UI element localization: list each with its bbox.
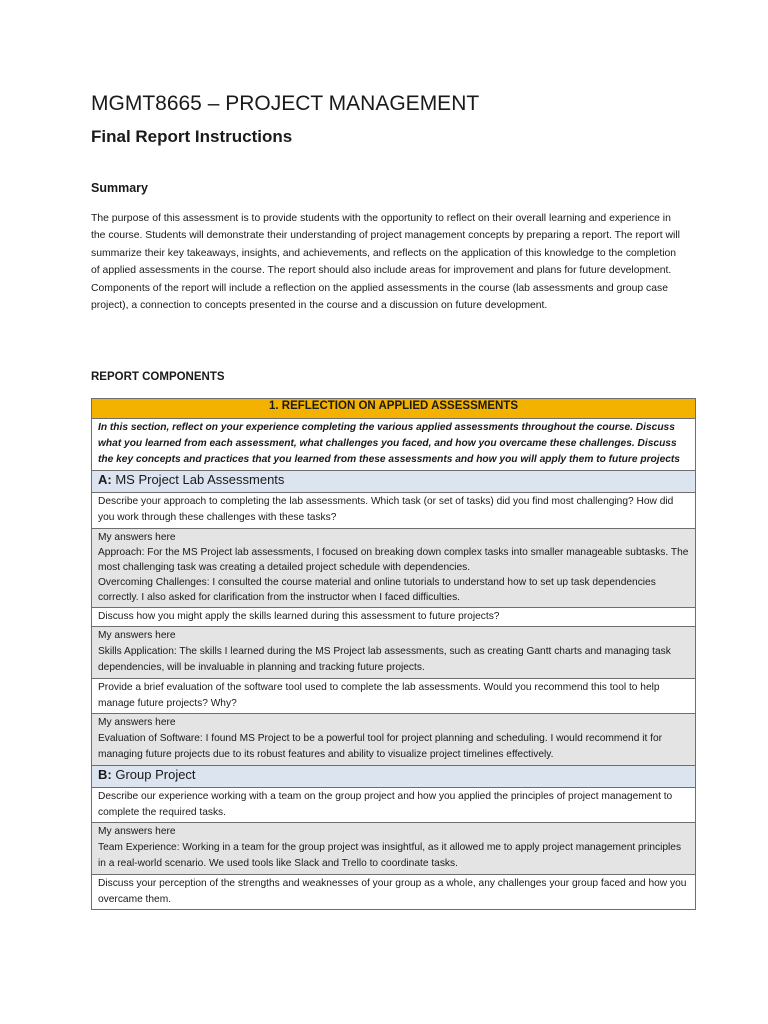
section1-title: 1. REFLECTION ON APPLIED ASSESSMENTS [92, 399, 696, 419]
report-components-table [91, 398, 696, 910]
part-a-answer-1[interactable] [92, 528, 696, 607]
table-row [92, 528, 696, 607]
section-header-row [92, 399, 696, 419]
answer-paragraph: Skills Application: The skills I learned during the MS Project lab assessments, such as creating Gantt charts and managing task dependencies, will be invaluable in planning and tracking future projects. [98, 646, 671, 673]
table-row [92, 787, 696, 823]
part-b-answer-1[interactable] [92, 823, 696, 874]
part-a-header-row [92, 471, 696, 493]
part-b-question-2: Discuss your perception of the strengths and weaknesses of your group as a whole, any challenges your group faced and how you overcame them. [92, 874, 696, 910]
answer-label: My answers here [98, 717, 176, 729]
part-b-title: Group Project [115, 766, 196, 782]
table-row [92, 678, 696, 714]
part-a-question-2: Discuss how you might apply the skills learned during this assessment to future projects? [92, 607, 696, 627]
table-row [92, 627, 696, 678]
document-title: Final Report Instructions [91, 127, 293, 146]
part-a-question-1: Describe your approach to completing the lab assessments. Which task (or set of tasks) did you find most challenging? How did you work through these challenges with these tasks? [92, 493, 696, 529]
table-row [92, 823, 696, 874]
table-row [92, 607, 696, 627]
part-b-header-row [92, 765, 696, 787]
answer-paragraph: Overcoming Challenges: I consulted the course material and online tutorials to understand how to set up task dependencies correctly. I also asked for clarification from the instructor when I faced difficulties. [98, 576, 656, 603]
answer-paragraph: Approach: For the MS Project lab assessments, I focused on breaking down complex tasks into smaller manageable subtasks. The most challenging task was creating a detailed project schedule with dependencies. [98, 546, 689, 573]
part-a-letter: A: [98, 472, 112, 487]
part-b-header [92, 765, 696, 787]
part-a-answer-3[interactable] [92, 714, 696, 765]
course-title: MGMT8665 – PROJECT MANAGEMENT [91, 92, 480, 115]
section-instructions-row [92, 419, 696, 471]
part-a-question-3: Provide a brief evaluation of the software tool used to complete the lab assessments. Would you recommend this tool to help manage future projects? Why? [92, 678, 696, 714]
part-a-header [92, 471, 696, 493]
section1-instructions: In this section, reflect on your experience completing the various applied assessments throughout the course. Discuss what you learned from each assessment, what challenges you faced, and how you overcame these challenges. Discuss the key concepts and practices that you learned from these assessments and how you will apply them to future projects [92, 419, 696, 471]
answer-label: My answers here [98, 826, 176, 838]
table-row [92, 493, 696, 529]
part-b-question-1: Describe our experience working with a team on the group project and how you applied the principles of project management to complete the required tasks. [92, 787, 696, 823]
answer-label: My answers here [98, 630, 176, 642]
answer-paragraph: Team Experience: Working in a team for the group project was insightful, as it allowed me to apply project management principles in a real-world scenario. We used tools like Slack and Trello to coordinate tasks. [98, 842, 682, 869]
part-a-title: MS Project Lab Assessments [115, 472, 285, 487]
table-row [92, 874, 696, 910]
answer-label: My answers here [98, 531, 176, 543]
report-components-heading: REPORT COMPONENTS [91, 371, 225, 383]
part-a-answer-2[interactable] [92, 627, 696, 678]
summary-heading: Summary [91, 181, 148, 195]
answer-paragraph: Evaluation of Software: I found MS Project to be a powerful tool for project planning and scheduling. I would recommend it for managing future projects due to its robust features and ability to visualize project timelines effectively. [98, 733, 663, 760]
part-b-letter: B: [98, 766, 112, 782]
table-row [92, 714, 696, 765]
summary-paragraph: The purpose of this assessment is to provide students with the opportunity to reflect on their overall learning and experience in the course. Students will demonstrate their understanding of project management concepts by preparing a report. The report will summarize their key takeaways, insights, and achievements, and reflects on the application of this knowledge to the completion of applied assessments in the course. The report should also include areas for improvement and plans for future development. Components of the report will include a reflection on the applied assessments in the course (lab assessments and group case project), a connection to concepts presented in the course and a discussion on future development. [91, 213, 680, 312]
